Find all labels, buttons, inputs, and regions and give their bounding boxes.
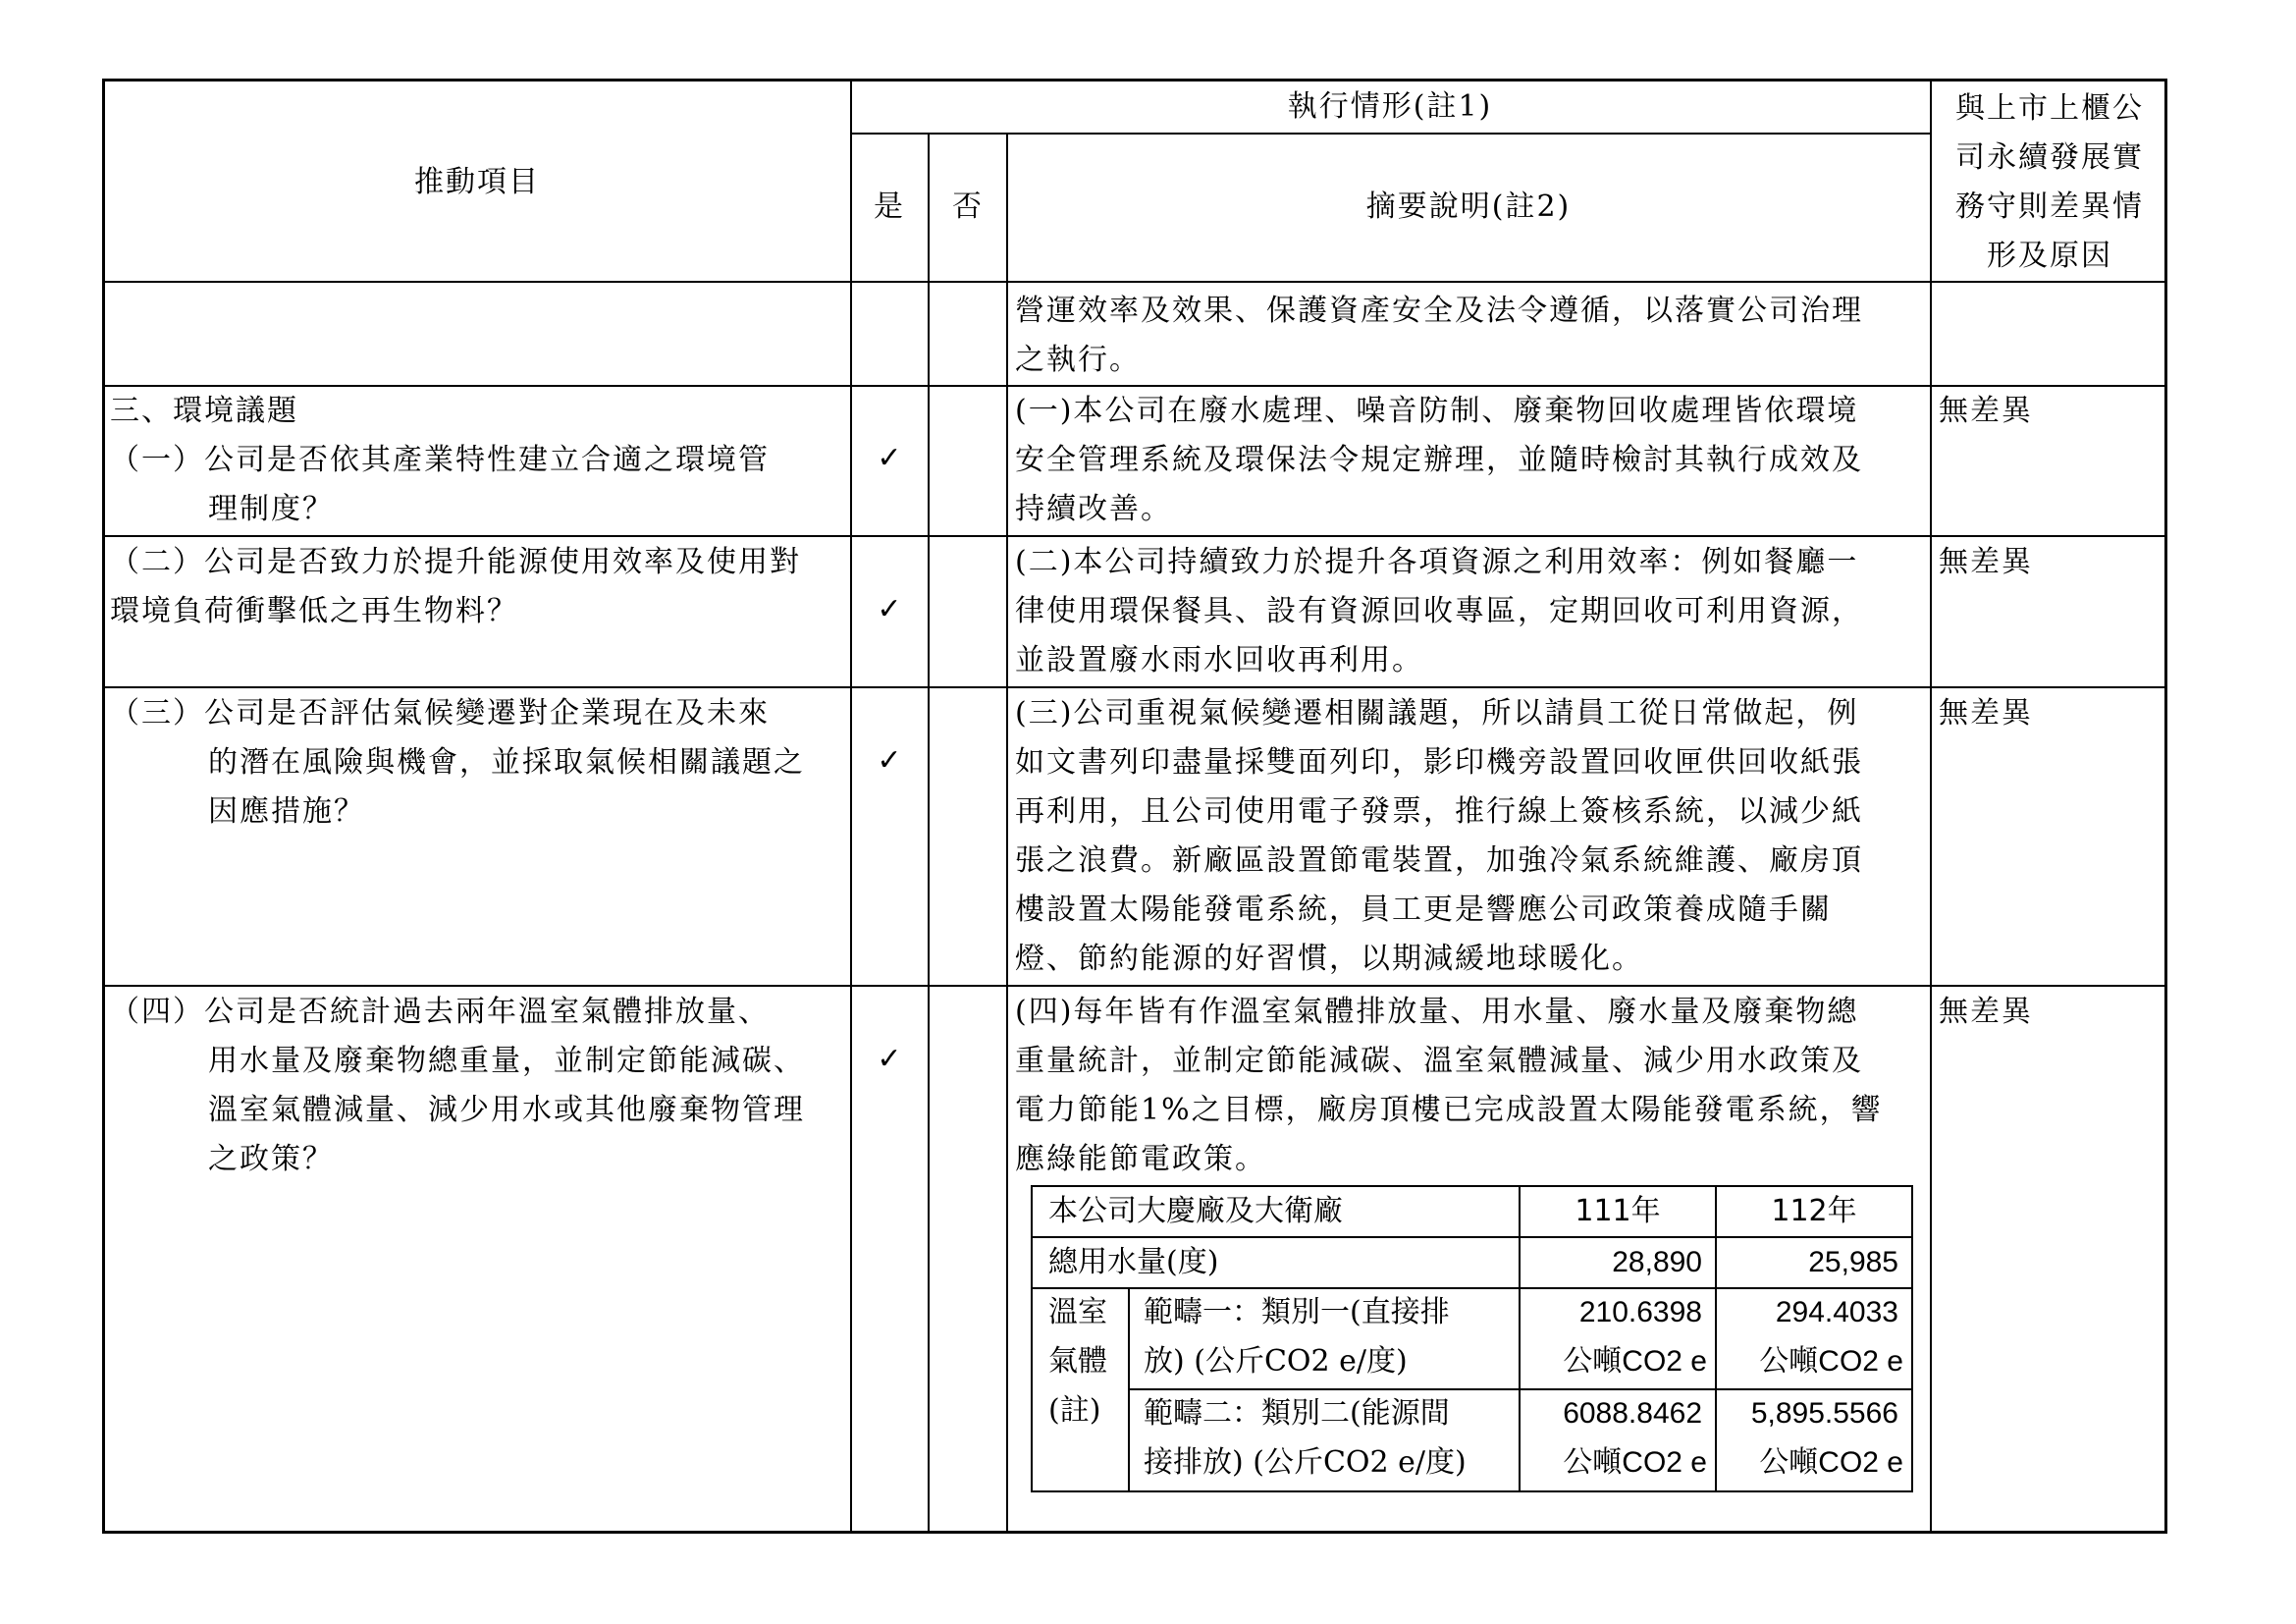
water-y1: 28,890 [1612,1246,1702,1278]
item-line: （三）公司是否評估氣候變遷對企業現在及未來 [110,696,770,731]
inner-year-2: 112年 [1771,1194,1857,1228]
header-subdivider [850,133,1930,135]
summary-line: 應綠能節電政策。 [1015,1142,1266,1176]
summary-line: 再利用，且公司使用電子發票，推行線上簽核系統，以減少紙 [1015,794,1863,829]
scope2-y1-unit: 公噸CO2 e [1563,1446,1707,1479]
scope2-label: 接排放) (公斤CO2 e/度) [1144,1445,1467,1480]
header-no: 否 [952,189,984,224]
scope1-y2-unit: 公噸CO2 e [1759,1345,1903,1378]
scope1-label: 範疇一：類別一(直接排 [1144,1295,1450,1329]
header-diff-line: 形及原因 [1987,239,2112,273]
scope1-y1-unit: 公噸CO2 e [1563,1345,1707,1378]
inner-year-1: 111年 [1575,1194,1661,1228]
summary-line: 並設置廢水雨水回收再利用。 [1015,643,1423,677]
summary-line: 張之浪費。新廠區設置節電裝置，加強冷氣系統維護、廠房頂 [1015,843,1863,878]
item-line: （二）公司是否致力於提升能源使用效率及使用對 [110,545,801,579]
ghg-group-label: 溫室 [1048,1295,1107,1329]
row-line-3 [102,686,2167,688]
summary-line: (三)公司重視氣候變遷相關議題，所以請員工從日常做起，例 [1015,696,1859,731]
yes-checkmark: ✓ [877,441,902,475]
summary-line: 持續改善。 [1015,492,1172,526]
scope2-y1-value: 6088.8462 [1563,1397,1702,1430]
item-line: （四）公司是否統計過去兩年溫室氣體排放量、 [110,995,770,1029]
scope2-y2-unit: 公噸CO2 e [1759,1446,1903,1479]
diff-value: 無差異 [1939,545,2033,579]
scope1-y2-value: 294.4033 [1775,1296,1898,1328]
summary-line: 樓設置太陽能發電系統，員工更是響應公司政策養成隨手關 [1015,893,1832,927]
item-line: 理制度？ [208,492,334,526]
diff-value: 無差異 [1939,995,2033,1029]
col-divider-item [850,79,852,1534]
item-line: 的潛在風險與機會，並採取氣候相關議題之 [208,745,805,780]
summary-line: 營運效率及效果、保護資產安全及法令遵循，以落實公司治理 [1015,294,1863,328]
item-line: 溫室氣體減量、減少用水或其他廢棄物管理 [208,1093,805,1127]
header-item: 推動項目 [414,165,540,199]
summary-line: (一)本公司在廢水處理、噪音防制、廢棄物回收處理皆依環境 [1015,394,1859,428]
summary-line: 安全管理系統及環保法令規定辦理，並隨時檢討其執行成效及 [1015,443,1863,477]
water-y2: 25,985 [1808,1246,1898,1278]
item-line: 環境負荷衝擊低之再生物料？ [110,594,518,628]
ghg-group-label: (註) [1048,1393,1101,1428]
ghg-group-label: 氣體 [1048,1344,1107,1379]
summary-line: 律使用環保餐具、設有資源回收專區，定期回收可利用資源， [1015,594,1863,628]
col-divider-summary [1930,79,1932,1534]
summary-line: 電力節能1%之目標，廠房頂樓已完成設置太陽能發電系統，響 [1015,1093,1883,1127]
summary-line: 如文書列印盡量採雙面列印，影印機旁設置回收匣供回收紙張 [1015,745,1863,780]
summary-line: 之執行。 [1015,343,1141,377]
summary-line: (二)本公司持續致力於提升各項資源之利用效率：例如餐廳一 [1015,545,1859,579]
header-bottom-line [102,281,2167,283]
yes-checkmark: ✓ [877,743,902,778]
header-yes: 是 [874,189,905,224]
summary-line: 燈、節約能源的好習慣，以期減緩地球暖化。 [1015,942,1643,976]
item-line: 因應措施？ [208,794,365,829]
scope1-label: 放) (公斤CO2 e/度) [1144,1344,1408,1379]
header-diff-line: 司永續發展實 [1955,140,2144,175]
item-line: 用水量及廢棄物總重量，並制定節能減碳、 [208,1044,805,1078]
section-title: 三、環境議題 [110,394,298,428]
header-diff-line: 務守則差異情 [1955,189,2144,224]
yes-checkmark: ✓ [877,592,902,626]
col-divider-no [1006,134,1008,1534]
yes-checkmark: ✓ [877,1042,902,1076]
col-divider-yes [928,134,930,1534]
summary-line: 重量統計，並制定節能減碳、溫室氣體減量、減少用水政策及 [1015,1044,1863,1078]
scope2-y2-value: 5,895.5566 [1750,1397,1898,1430]
inner-header-label: 本公司大慶廠及大衛廠 [1048,1194,1343,1228]
header-diff-line: 與上市上櫃公 [1955,91,2144,126]
row-line-2 [102,535,2167,537]
item-line: 之政策？ [208,1142,334,1176]
item-line: （一）公司是否依其產業特性建立合適之環境管 [110,443,770,477]
header-status-group: 執行情形(註1) [1287,89,1493,124]
diff-value: 無差異 [1939,696,2033,731]
water-label: 總用水量(度) [1048,1245,1219,1279]
header-summary: 摘要說明(註2) [1365,189,1572,224]
scope1-y1-value: 210.6398 [1578,1296,1702,1328]
summary-line: (四)每年皆有作溫室氣體排放量、用水量、廢水量及廢棄物總 [1015,995,1859,1029]
scope2-label: 範疇二：類別二(能源間 [1144,1396,1450,1431]
emissions-table [1031,1185,1913,1492]
row-line-4 [102,985,2167,987]
diff-value: 無差異 [1939,394,2033,428]
